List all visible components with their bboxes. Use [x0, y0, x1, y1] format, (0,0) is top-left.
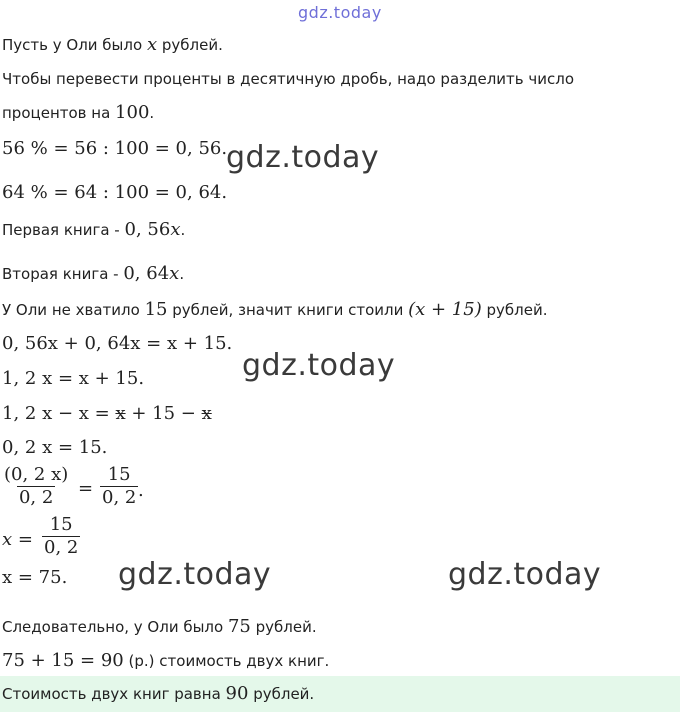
text: . — [180, 221, 186, 239]
text: Стоимость двух книг равна — [2, 685, 226, 703]
text: . — [149, 104, 155, 122]
line-second-book — [2, 264, 184, 284]
text: Чтобы перевести проценты в десятичную дробь, надо разделить число — [2, 70, 575, 88]
watermark-3: gdz.today — [118, 557, 272, 592]
x-equals: x = — [2, 529, 33, 550]
text: Вторая книга - — [2, 265, 124, 283]
fraction-x — [42, 514, 80, 559]
equation: 0, 56x + 0, 64x = x + 15. — [2, 333, 233, 354]
text: рублей. — [248, 685, 315, 703]
line-let-x — [2, 35, 223, 55]
line-answer — [2, 684, 314, 704]
text: (р.) стоимость двух книг. — [123, 652, 330, 670]
expr-x-plus-15: (x + 15) — [408, 299, 482, 320]
number-15: 15 — [144, 299, 168, 320]
equation: 1, 2 x = x + 15. — [2, 368, 145, 389]
fraction-rhs — [100, 464, 138, 509]
number-90: 90 — [225, 683, 249, 704]
coef: 0, 64 — [123, 263, 170, 284]
text: Пусть у Оли было — [2, 36, 147, 54]
line-56-percent — [2, 139, 227, 159]
number-75: 75 — [227, 616, 251, 637]
text: Первая книга - — [2, 221, 125, 239]
cancelled-x: x — [115, 403, 126, 424]
watermark-2: gdz.today — [242, 348, 396, 383]
equation-part: 1, 2 x − x = — [2, 403, 116, 424]
numerator: (0, 2 x) — [4, 464, 69, 485]
text: рублей. — [481, 301, 548, 319]
var-x: x — [170, 219, 181, 240]
equation: 0, 2 x = 15. — [2, 437, 108, 458]
line-not-enough — [2, 300, 548, 320]
numerator: 15 — [49, 514, 73, 535]
line-x-equals-75 — [2, 568, 67, 588]
watermark-1: gdz.today — [226, 140, 380, 175]
equation: 64 % = 64 : 100 = 0, 64. — [2, 182, 228, 203]
denominator: 0, 2 — [102, 487, 137, 508]
answer-box — [0, 676, 680, 712]
equals-sign: = — [78, 478, 94, 499]
watermark-top: gdz.today — [298, 3, 382, 22]
text: процентов на — [2, 104, 116, 122]
text: рублей, значит книги стоили — [167, 301, 409, 319]
text: . — [179, 265, 185, 283]
fraction-lhs — [2, 464, 70, 509]
number-100: 100 — [115, 102, 150, 123]
var-x: x — [146, 34, 158, 55]
denominator: 0, 2 — [18, 487, 54, 508]
line-first-book — [2, 220, 185, 240]
line-sum — [2, 651, 329, 671]
line-percent-rule — [2, 69, 574, 89]
line-percent-rule-cont — [2, 103, 154, 123]
equation: 56 % = 56 : 100 = 0, 56. — [2, 138, 228, 159]
line-equation-3 — [2, 404, 212, 424]
line-equation-4 — [2, 438, 107, 458]
equation-part: + 15 − — [125, 403, 202, 424]
coef: 0, 56 — [124, 219, 171, 240]
text: рублей. — [157, 36, 223, 54]
text: У Оли не хватило — [2, 301, 145, 319]
cancelled-x: x — [201, 403, 212, 424]
line-equation-2 — [2, 369, 144, 389]
numerator: 15 — [107, 464, 131, 485]
line-conclusion — [2, 617, 317, 637]
line-64-percent — [2, 183, 227, 203]
denominator: 0, 2 — [44, 537, 79, 558]
var-x: x — [169, 263, 180, 284]
period: . — [138, 480, 144, 501]
text: Следовательно, у Оли было — [2, 618, 228, 636]
equation: 75 + 15 = 90 — [2, 650, 124, 671]
text: рублей. — [250, 618, 317, 636]
watermark-4: gdz.today — [448, 557, 602, 592]
equation: x = 75. — [2, 567, 68, 588]
line-equation-1 — [2, 334, 232, 354]
